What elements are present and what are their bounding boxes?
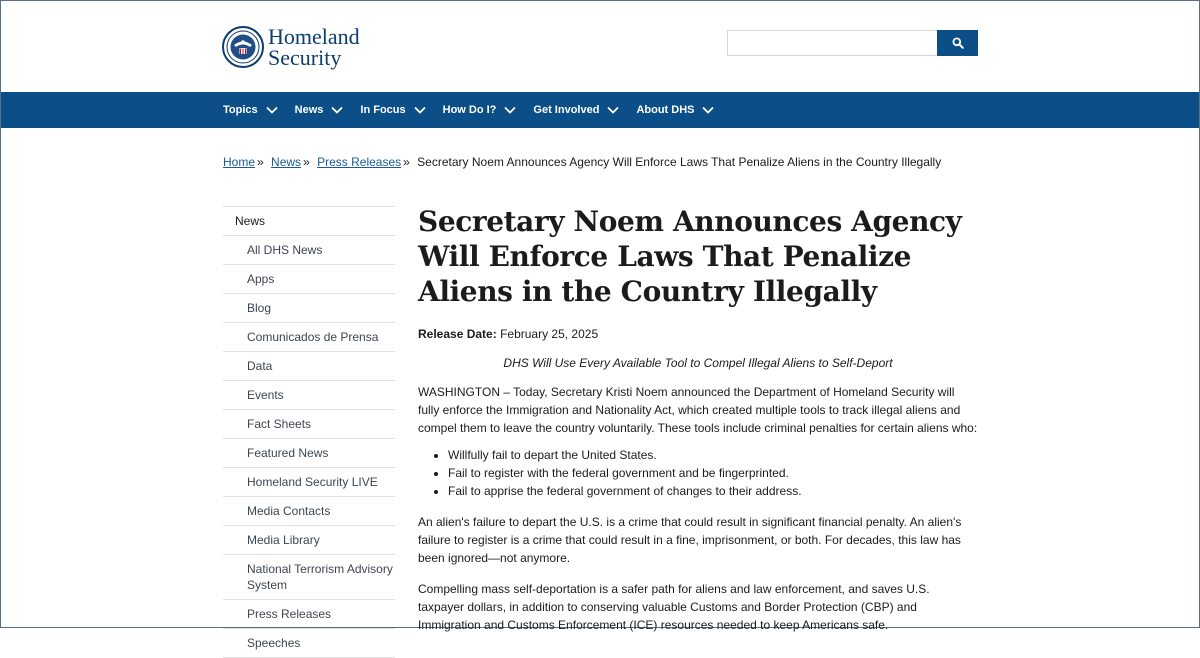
logo-line-1: Homeland xyxy=(268,24,360,49)
breadcrumb-separator: » xyxy=(403,155,410,169)
article-paragraph-1: WASHINGTON – Today, Secretary Kristi Noem announced the Department of Homeland Security will fully enforce the Immigration and Nationality Act, which created multiple tools to track illegal aliens and compel them to leave the country voluntarily. These tools include criminal penalties for certain aliens who: xyxy=(418,385,978,435)
sidebar-item-media-contacts[interactable]: Media Contacts xyxy=(223,497,395,526)
release-date-label: Release Date: xyxy=(418,327,497,341)
list-item: • Fail to apprise the federal government of changes to their address. xyxy=(448,482,978,500)
nav-items xyxy=(223,92,731,128)
sidebar-item-apps[interactable]: Apps xyxy=(223,265,395,294)
nav-label: About DHS xyxy=(636,104,695,116)
chevron-down-icon xyxy=(414,106,426,114)
sidebar-item-speeches[interactable]: Speeches xyxy=(223,629,395,658)
sidebar-item-homeland-security-live[interactable]: Homeland Security LIVE xyxy=(223,468,395,497)
nav-label: News xyxy=(294,104,324,116)
sidebar-item-comunicados[interactable]: Comunicados de Prensa xyxy=(223,323,395,352)
dhs-logo[interactable] xyxy=(222,26,360,68)
breadcrumb-separator: » xyxy=(257,155,264,169)
sidebar-item-all-dhs-news[interactable]: All DHS News xyxy=(223,236,395,265)
list-item: • Willfully fail to depart the United States. xyxy=(448,446,978,464)
sidebar-item-ntas[interactable]: National Terrorism Advisory System xyxy=(223,555,395,600)
nav-item-in-focus[interactable] xyxy=(360,104,425,116)
nav-item-get-involved[interactable] xyxy=(533,104,619,116)
main-nav xyxy=(1,92,1199,128)
nav-label: Topics xyxy=(223,104,258,116)
breadcrumb xyxy=(223,155,941,169)
nav-label: Get Involved xyxy=(533,104,600,116)
chevron-down-icon xyxy=(607,106,619,114)
search-button[interactable] xyxy=(937,30,978,56)
sidebar-item-blog[interactable]: Blog xyxy=(223,294,395,323)
article-paragraph-3: Compelling mass self-deportation is a safer path for aliens and law enforcement, and saves U.S. taxpayer dollars, in addition to conserving valuable Customs and Border Protection (CBP) and Immigration and Customs Enforcement (ICE) resources needed to keep Americans safe. xyxy=(418,582,930,632)
logo-line-2: Security xyxy=(268,45,342,70)
article-main xyxy=(418,204,978,634)
breadcrumb-home-link[interactable]: Home xyxy=(223,155,256,169)
sidebar-item-featured-news[interactable]: Featured News xyxy=(223,439,395,468)
release-date-value: February 25, 2025 xyxy=(500,327,599,341)
breadcrumb-news-link[interactable]: News xyxy=(271,155,302,169)
logo-wordmark xyxy=(268,26,360,68)
sidebar-nav xyxy=(223,206,395,658)
nav-label: How Do I? xyxy=(442,104,497,116)
search-icon xyxy=(952,37,964,49)
nav-label: In Focus xyxy=(360,104,406,116)
nav-item-about-dhs[interactable] xyxy=(636,104,714,116)
chevron-down-icon xyxy=(266,106,278,114)
sidebar-item-events[interactable]: Events xyxy=(223,381,395,410)
site-header xyxy=(1,1,1199,92)
search-form xyxy=(727,30,978,56)
breadcrumb-current: Secretary Noem Announces Agency Will Enforce Laws That Penalize Aliens in the Country Illegally xyxy=(417,155,942,169)
article-bullet-list xyxy=(418,446,978,500)
sidebar-heading[interactable]: News xyxy=(223,206,395,236)
article-paragraph-2: An alien's failure to depart the U.S. is a crime that could result in significant financial penalty. An alien's failure to register is a crime that could result in a fine, imprisonment, or both. For decades, this law has been ignored—not anymore. xyxy=(418,515,962,565)
breadcrumb-separator: » xyxy=(303,155,310,169)
release-date xyxy=(418,327,978,341)
chevron-down-icon xyxy=(702,106,714,114)
page-title: Secretary Noem Announces Agency Will Enforce Laws That Penalize Aliens in the Country Illegally xyxy=(418,205,962,308)
list-item: • Fail to register with the federal government and be fingerprinted. xyxy=(448,464,978,482)
chevron-down-icon xyxy=(331,106,343,114)
sidebar-item-press-releases[interactable]: Press Releases xyxy=(223,600,395,629)
nav-item-how-do-i[interactable] xyxy=(443,104,517,116)
breadcrumb-press-link[interactable]: Press Releases xyxy=(317,155,402,169)
nav-item-topics[interactable] xyxy=(223,104,278,116)
chevron-down-icon xyxy=(504,106,516,114)
sidebar-item-data[interactable]: Data xyxy=(223,352,395,381)
search-input[interactable] xyxy=(727,30,937,56)
nav-item-news[interactable] xyxy=(295,104,344,116)
sidebar-item-media-library[interactable]: Media Library xyxy=(223,526,395,555)
sidebar-item-fact-sheets[interactable]: Fact Sheets xyxy=(223,410,395,439)
article-subhead: DHS Will Use Every Available Tool to Compel Illegal Aliens to Self-Deport xyxy=(503,356,893,370)
dhs-seal-icon xyxy=(222,26,264,68)
